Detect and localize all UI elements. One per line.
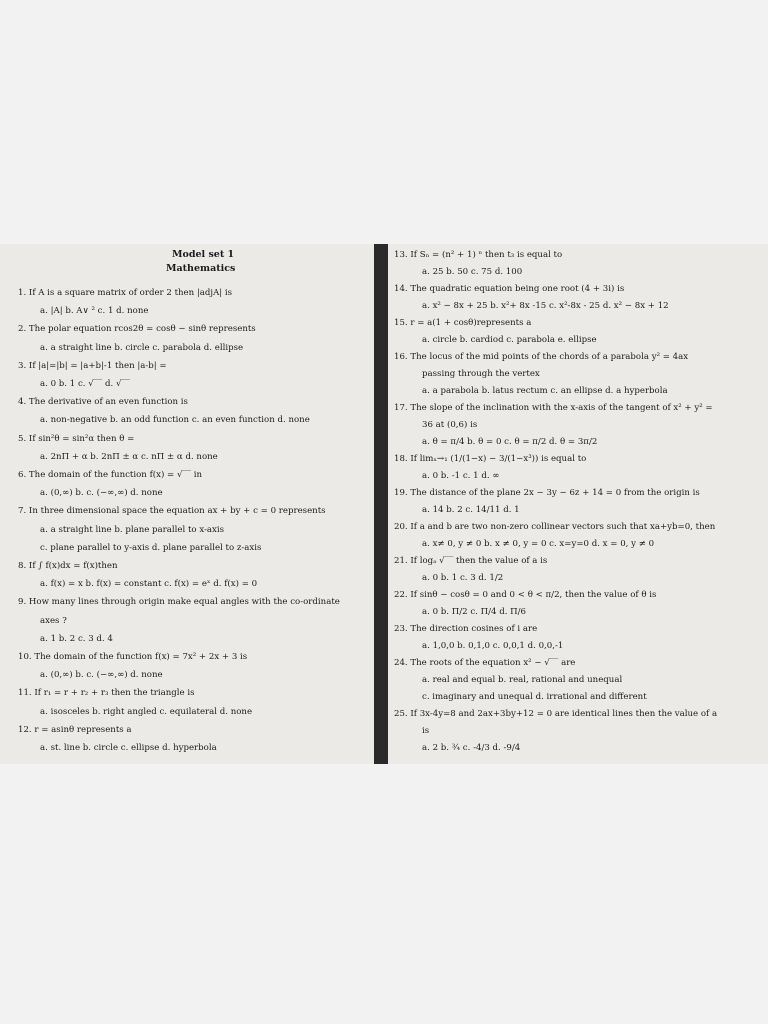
question-line: 6. The domain of the function f(x) = √‾‾ in (18, 470, 203, 480)
question-line: 9. How many lines through origin make equal angles with the co-ordinate (18, 597, 340, 608)
option-line: a. 2 b. ¾ c. -4/3 d. -9/4 (422, 743, 521, 753)
option-line: a. 0 b. 1 c. √‾‾ d. √‾‾ (40, 379, 131, 389)
page-title: Model set 1 (172, 249, 235, 260)
question-line: 14. The quadratic equation being one root (4 + 3i) is (394, 284, 625, 294)
question-line: 15. r = a(1 + cosθ)represents a (394, 318, 532, 328)
option-line: a. 2nΠ + α b. 2nΠ ± α c. nΠ ± α d. none (40, 451, 218, 462)
option-line: a. 0 b. Π/2 c. Π/4 d. Π/6 (422, 607, 527, 617)
subject-heading: Mathematics (166, 263, 236, 274)
option-line: a. θ = π/4 b. θ = 0 c. θ = π/2 d. θ = 3π/2 (422, 437, 598, 447)
option-line: is (422, 726, 430, 736)
question-line: 22. If sinθ − cosθ = 0 and 0 < θ < π/2, then the value of θ is (394, 590, 657, 600)
option-line: a. x≠ 0, y ≠ 0 b. x ≠ 0, y = 0 c. x=y=0 d. x = 0, y ≠ 0 (422, 539, 655, 549)
question-line: 5. If sin²θ = sin²α then θ = (18, 433, 135, 444)
right-page (388, 244, 768, 764)
question-line: 12. r = asinθ represents a (18, 724, 132, 735)
option-line: a. a straight line b. plane parallel to x-axis (40, 524, 225, 535)
question-line: 25. If 3x-4y=8 and 2ax+3by+12 = 0 are identical lines then the value of a (394, 709, 718, 719)
option-line: passing through the vertex (422, 369, 540, 379)
option-line: a. 14 b. 2 c. 14/11 d. 1 (422, 505, 520, 515)
option-line: a. (0,∞) b. c. (−∞,∞) d. none (40, 670, 163, 681)
question-line: 16. The locus of the mid points of the chords of a parabola y² = 4ax (394, 352, 689, 362)
option-line: a. st. line b. circle c. ellipse d. hyperbola (40, 743, 217, 753)
question-line: 2. The polar equation rcos2θ = cosθ − sinθ represents (18, 324, 256, 335)
question-line: 4. The derivative of an even function is (18, 397, 188, 408)
option-line: a. circle b. cardiod c. parabola e. ellipse (422, 335, 597, 345)
question-line: 3. If |a|=|b| = |a+b|-1 then |a-b| = (18, 360, 167, 371)
option-line: a. |A| b. A∨ ² c. 1 d. none (40, 306, 149, 317)
question-line: 21. If logₐ √‾‾ then the value of a is (394, 556, 548, 566)
left-page (0, 244, 380, 764)
question-line: 19. The distance of the plane 2x − 3y − 6z + 14 = 0 from the origin is (394, 488, 700, 498)
question-line: 17. The slope of the inclination with the x-axis of the tangent of x² + y² = (394, 403, 713, 413)
option-line: a. isosceles b. right angled c. equilateral d. none (40, 706, 253, 717)
question-line: 18. If limₓ→₁ (1/(1−x) − 3/(1−x³)) is equal to (394, 454, 587, 464)
question-line: 10. The domain of the function f(x) = 7x² + 2x + 3 is (18, 652, 248, 662)
option-line: a. x² − 8x + 25 b. x²+ 8x -15 c. x²-8x - 25 d. x² − 8x + 12 (422, 301, 669, 311)
option-line: c. imaginary and unequal d. irrational and different (422, 692, 647, 702)
option-line: a. non-negative b. an odd function c. an even function d. none (40, 415, 310, 426)
question-line: 11. If r₁ = r + r₂ + r₃ then the triangle is (18, 688, 195, 699)
question-line: 13. If Sₙ = (n² + 1) ⁿ then t₃ is equal to (394, 250, 563, 260)
option-line: a. 1 b. 2 c. 3 d. 4 (40, 633, 113, 644)
question-line: 24. The roots of the equation x² − √‾‾ are (394, 658, 576, 668)
option-line: 36 at (0,6) is (422, 420, 478, 430)
option-line: a. a straight line b. circle c. parabola d. ellipse (40, 342, 244, 353)
question-line: 23. The direction cosines of i are (394, 624, 538, 634)
option-line: a. 0 b. 1 c. 3 d. 1/2 (422, 573, 504, 583)
option-line: a. (0,∞) b. c. (−∞,∞) d. none (40, 488, 163, 499)
option-line: a. 0 b. -1 c. 1 d. ∞ (422, 471, 500, 481)
option-line: a. real and equal b. real, rational and unequal (422, 675, 623, 685)
question-line: 8. If ∫ f(x)dx = f(x)then (18, 561, 118, 571)
option-line: a. a parabola b. latus rectum c. an ellipse d. a hyperbola (422, 386, 668, 396)
question-line: 7. In three dimensional space the equation ax + by + c = 0 represents (18, 506, 326, 517)
option-line: axes ? (40, 615, 67, 626)
option-line: a. 1,0,0 b. 0,1,0 c. 0,0,1 d. 0,0,-1 (422, 641, 564, 651)
option-line: a. f(x) = x b. f(x) = constant c. f(x) = eˣ d. f(x) = 0 (40, 579, 258, 590)
question-line: 20. If a and b are two non-zero collinear vectors such that xa+yb=0, then (394, 522, 716, 532)
option-line: c. plane parallel to y-axis d. plane parallel to z-axis (40, 542, 262, 553)
option-line: a. 25 b. 50 c. 75 d. 100 (422, 267, 523, 277)
question-line: 1. If A is a square matrix of order 2 then |adjA| is (18, 288, 233, 298)
